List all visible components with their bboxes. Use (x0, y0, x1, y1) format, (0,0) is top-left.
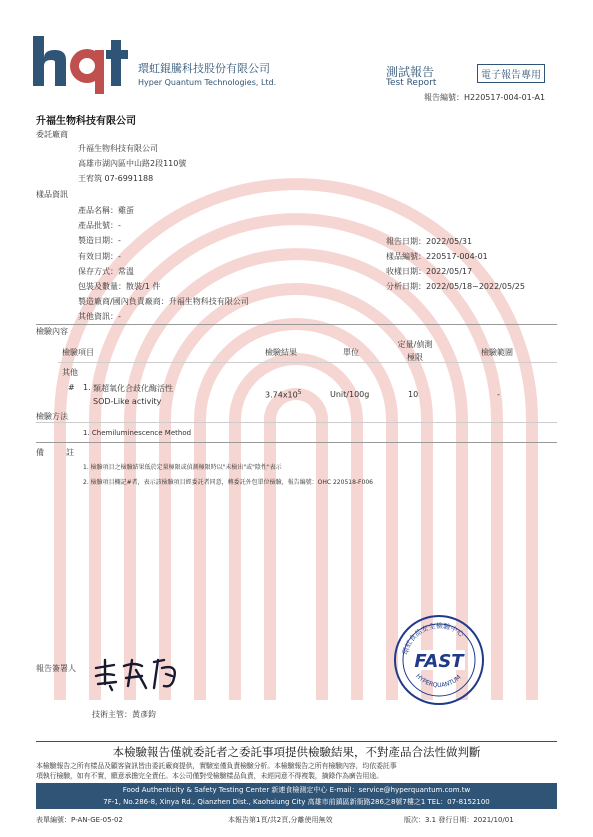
test-result-base: 3.74x10 (265, 390, 298, 400)
seal-center-text: FAST (414, 651, 464, 672)
col-header-item: 檢驗項目 (62, 348, 94, 357)
report-title-en: Test Report (386, 78, 437, 88)
test-loq: 10 (408, 390, 419, 399)
disclaimer-line-1: 本檢驗報告之所有樣品及顧客資訊皆由委託廠商提供，實驗室僅負責檢驗分析。本檢驗報告之所有檢驗內容，均依委託事 (36, 762, 397, 770)
test-result (265, 389, 302, 400)
signer-label: 報告簽署人 (36, 664, 76, 673)
client-address: 高雄市湖內區中山路2段110號 (78, 159, 187, 168)
footer-top-rule (36, 741, 557, 742)
report-number: 報告編號：H220517-004-01-A1 (424, 93, 546, 102)
client-section-label: 委託廠商 (36, 130, 68, 139)
company-logo (33, 36, 133, 94)
col-header-unit: 單位 (343, 348, 359, 357)
client-contact: 王宥筑 07-6991188 (78, 174, 154, 183)
disclaimer-line-2: 項執行檢驗，如有不實，願意承擔完全責任。本公司僅對受檢驗樣品負責，未經同意不得複製，摘錄作為廣告用途。 (36, 772, 383, 780)
signature (92, 654, 184, 692)
report-info-row: 樣品編號：220517-004-01 (386, 252, 488, 261)
remark-note-1: 1. 檢驗項目之檢驗結果低於定量極限或偵測極限時以"未檢出"或"陰性"表示 (83, 464, 282, 471)
company-name-cn: 環虹錕騰科技股份有限公司 (138, 62, 270, 75)
section-divider (36, 324, 557, 325)
col-header-loq (390, 339, 440, 363)
contact-line-1: Food Authenticity & Safety Testing Center 新連食檢測定中心 E-mail：service@hyperquantum.com.tw (122, 786, 471, 794)
page-indicator: 本報告第1頁/共2頁,分離使用無效 (228, 816, 333, 824)
col-header-range: 檢驗範圍 (481, 348, 513, 357)
outsourced-mark: # (68, 383, 75, 392)
report-info-row: 收樣日期：2022/05/17 (386, 267, 473, 276)
sample-row: 產品名稱：雞蛋 (78, 206, 134, 215)
sample-row: 保存方式：常溫 (78, 267, 134, 276)
e-report-badge: 電子報告專用 (477, 64, 545, 83)
client-name: 升福生物科技有限公司 (78, 144, 158, 153)
fast-seal (393, 614, 485, 706)
test-result-exponent: 5 (297, 389, 302, 396)
sample-section-label: 樣品資訊 (36, 190, 68, 199)
test-group-label: 其他 (62, 368, 78, 377)
sample-row: 製造廠商/國內負責廠商：升福生物科技有限公司 (78, 297, 249, 306)
sample-row: 製造日期：- (78, 236, 121, 245)
contact-line-2: 7F-1, No.286-8, Xinya Rd., Qianzhen Dist., Kaohsiung City 高雄市前鎮區新衙路286之8號7樓之1 TEL：07-8152100 (103, 798, 490, 806)
sample-row: 其他資訊：- (78, 312, 121, 321)
test-method: 1. Chemiluminescence Method (83, 429, 192, 437)
seal-arc-text: 環虹食品安全檢驗中心 (401, 621, 466, 656)
report-info-row: 分析日期：2022/05/18~2022/05/25 (386, 282, 525, 291)
test-range: - (497, 390, 500, 399)
disclaimer-title: 本檢驗報告僅就委託者之委託事項提供檢驗結果，不對產品合法性做判斷 (112, 745, 481, 759)
form-number: 表單編號：P-AN-GE-05-02 (36, 816, 123, 824)
method-section-label: 檢驗方法 (36, 412, 68, 421)
remarks-divider (36, 442, 557, 443)
test-row-number: 1. (83, 383, 91, 392)
test-unit: Unit/100g (330, 390, 370, 399)
col-header-result: 檢驗結果 (265, 348, 297, 357)
test-item-name-en: SOD-Like activity (93, 397, 162, 406)
sample-row: 有效日期：- (78, 252, 121, 261)
test-section-label: 檢驗內容 (36, 327, 68, 336)
technical-supervisor: 技術主管：黃彥鈞 (92, 710, 156, 719)
test-item-name-cn: 類超氧化合歧化酶活性 (93, 384, 173, 393)
method-divider (36, 422, 557, 423)
seal-bottom-text: HYPERQUANTUM (414, 672, 463, 690)
sample-row: 包裝及數量：散裝/1 件 (78, 282, 161, 291)
version-info: 版次：3.1 發行日期：2021/10/01 (404, 816, 514, 824)
report-info-row: 報告日期：2022/05/31 (386, 237, 473, 246)
table-header-rule (58, 362, 557, 363)
report-title-cn: 測試報告 (386, 65, 435, 79)
remarks-label-1: 備 (36, 448, 44, 457)
col-header-loq-line1: 定量/偵測 (397, 340, 433, 349)
sample-row: 產品批號：- (78, 221, 121, 230)
company-name-en: Hyper Quantum Technologies, Ltd. (138, 78, 277, 87)
remark-note-2: 2. 檢驗項目欄記#者，表示該檢驗項目經委託者同意，轉委託外包單位檢驗，報告編號：OHC 220518-F006 (83, 479, 373, 486)
svg-text:HYPERQUANTUM (414, 673, 462, 689)
client-title: 升福生物科技有限公司 (36, 116, 136, 127)
col-header-loq-line2: 極限 (407, 353, 423, 362)
contact-band (36, 783, 557, 809)
remarks-label-2: 註 (66, 448, 74, 457)
